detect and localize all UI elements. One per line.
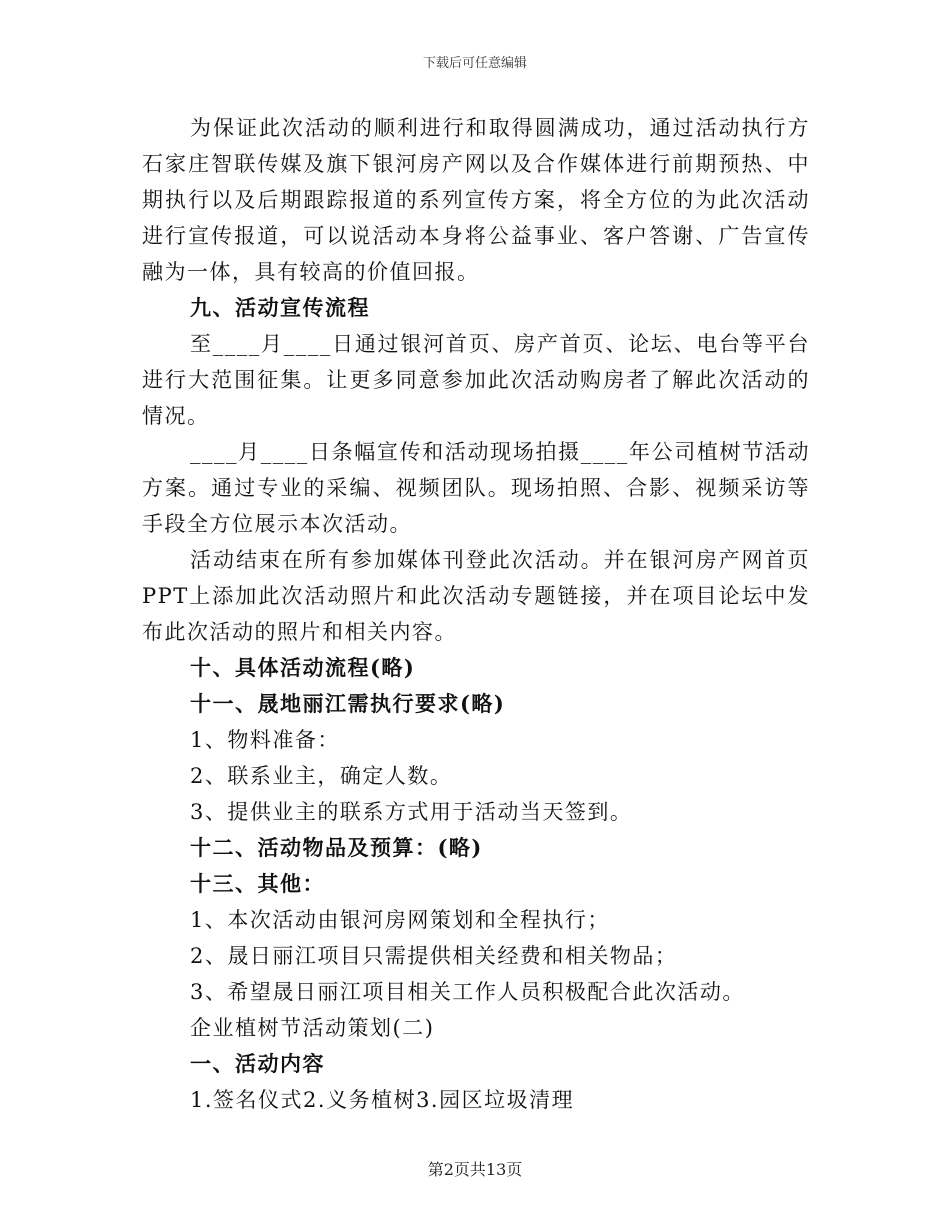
section-heading-1: 一、活动内容: [190, 1051, 325, 1076]
paragraph-collection: 至____月____日通过银河首页、房产首页、论坛、电台等平台进行大范围征集。让更多同意参加此次活动购房者了解此次活动的情况。: [142, 332, 810, 428]
paragraph-post-event: 活动结束在所有参加媒体刊登此次活动。并在银河房产网首页PPT上添加此次活动照片和此次活动专题链接，并在项目论坛中发布此次活动的照片和相关内容。: [142, 548, 810, 644]
requirement-item-2: 2、联系业主，确定人数。: [190, 764, 453, 788]
other-item-3: 3、希望晟日丽江项目相关工作人员积极配合此次活动。: [190, 980, 745, 1004]
section-heading-11: 十一、晟地丽江需执行要求(略): [190, 691, 506, 716]
section-heading-12: 十二、活动物品及预算：(略): [190, 835, 483, 860]
page-number: 第2页共13页: [427, 1160, 523, 1179]
section-heading-13: 十三、其他：: [190, 871, 325, 896]
section-heading-9: 九、活动宣传流程: [190, 295, 370, 320]
document-subtitle: 企业植树节活动策划(二): [190, 1016, 435, 1040]
other-item-1: 1、本次活动由银河房网策划和全程执行；: [190, 908, 610, 932]
requirement-item-3: 3、提供业主的联系方式用于活动当天签到。: [190, 800, 633, 824]
other-item-2: 2、晟日丽江项目只需提供相关经费和相关物品；: [190, 944, 678, 968]
paragraph-banner-shooting: ____月____日条幅宣传和活动现场拍摄____年公司植树节活动方案。通过专业的采编、视频团队。现场拍照、合影、视频采访等手段全方位展示本次活动。: [142, 440, 810, 536]
requirement-item-1: 1、物料准备：: [190, 728, 340, 752]
paragraph-publicity-plan: 为保证此次活动的顺利进行和取得圆满成功，通过活动执行方石家庄智联传媒及旗下银河房产网以及合作媒体进行前期预热、中期执行以及后期跟踪报道的系列宣传方案，将全方位的为此次活动进行宣传报道，可以说活动本身将公益事业、客户答谢、广告宣传融为一体，具有较高的价值回报。: [142, 116, 810, 284]
page-header: 下载后可任意编辑: [422, 56, 527, 71]
section-heading-10: 十、具体活动流程(略): [190, 655, 416, 680]
document-body: [142, 110, 810, 1118]
activity-items: 1.签名仪式2.义务植树3.园区垃圾清理: [190, 1088, 575, 1112]
